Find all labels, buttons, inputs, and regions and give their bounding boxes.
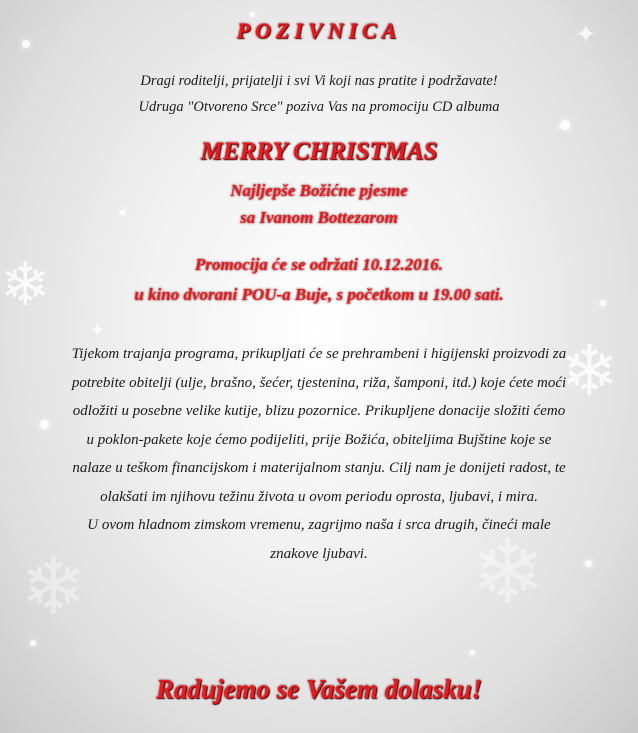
intro-line-1: Dragi roditelji, prijatelji i svi Vi koji nas pratite i podržavate! <box>140 73 498 89</box>
snowflake-icon: ❄ <box>470 520 546 625</box>
body-paragraph-donations: Tijekom trajanja programa, prikupljati će se prehrambeni i higijenski proizvodi za potrebite obitelji (ulje, brašno, šećer, tjestenina, riža, šamponi, itd.) koje ćete moći odložiti u posebne velike kutije, blizu pozornice. Prikupljene donacije složiti ćemo u poklon-pakete koje ćemo podijeliti, prije Božića, obiteljima Bujštine koje se nalaze u teškom financijskom i materijalnom stanju. Cilj nam je donijeti radost, te olakšati im njihovu težinu života u ovom periodu oprosta, ljubavi, i mira. <box>71 346 567 505</box>
invitation-body <box>70 340 568 568</box>
promotion-venue-line: u kino dvorani POU-a Buje, s početkom u 19.00 sati. <box>134 285 504 304</box>
album-subtitle-line-2: sa Ivanom Bottezarom <box>240 208 398 227</box>
album-title: MERRY CHRISTMAS <box>200 138 438 165</box>
promotion-details <box>0 250 638 310</box>
closing-greeting: Radujemo se Vašem dolasku! <box>155 674 483 704</box>
intro-text <box>0 68 638 120</box>
album-subtitle-line-1: Najljepše Božićne pjesme <box>230 181 408 200</box>
promotion-date-line: Promocija će se održati 10.12.2016. <box>195 255 443 274</box>
album-subtitle <box>0 177 638 231</box>
snowflake-icon: ❄ <box>20 540 88 633</box>
snowflake-icon: ❄ <box>560 330 619 412</box>
snowflake-icon: ❄ <box>0 250 51 320</box>
invitation-title: POZIVNICA <box>236 18 402 43</box>
sparkle-icon: ✦ <box>90 320 106 341</box>
intro-line-2: Udruga "Otvoreno Srce" poziva Vas na promociju CD albuma <box>138 99 500 115</box>
body-paragraph-warmth: U ovom hladnom zimskom vremenu, zagrijmo naša i srca drugih, čineći male znakove ljubavi. <box>87 517 551 562</box>
sparkle-icon: ✦ <box>575 20 597 50</box>
